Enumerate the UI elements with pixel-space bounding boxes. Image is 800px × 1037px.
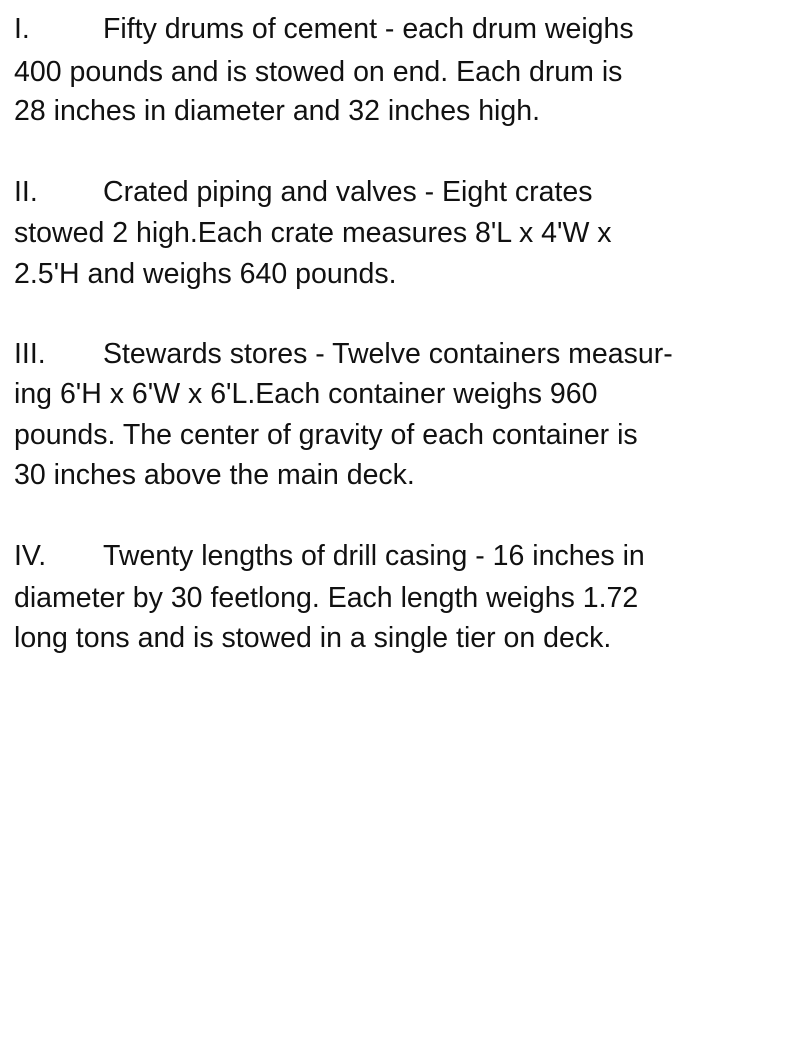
item-numeral: II. bbox=[14, 176, 38, 208]
item-line: stowed 2 high.Each crate measures 8'L x 4'W x bbox=[14, 217, 612, 249]
item-line: long tons and is stowed in a single tier on deck. bbox=[14, 622, 612, 654]
item-line: Crated piping and valves - Eight crates bbox=[103, 176, 593, 208]
item-numeral: IV. bbox=[14, 540, 47, 572]
item-line: pounds. The center of gravity of each container is bbox=[14, 419, 638, 451]
item-line: Twenty lengths of drill casing - 16 inches in bbox=[103, 540, 645, 572]
item-line: 30 inches above the main deck. bbox=[14, 459, 415, 491]
item-numeral: I. bbox=[14, 13, 30, 45]
item-line: 2.5'H and weighs 640 pounds. bbox=[14, 258, 397, 290]
item-line: ing 6'H x 6'W x 6'L.Each container weighs 960 bbox=[14, 378, 598, 410]
item-line: 28 inches in diameter and 32 inches high. bbox=[14, 95, 541, 127]
item-line: 400 pounds and is stowed on end. Each drum is bbox=[14, 56, 623, 88]
item-numeral: III. bbox=[14, 338, 46, 370]
item-line: Stewards stores - Twelve containers measur- bbox=[103, 338, 673, 370]
item-line: diameter by 30 feetlong. Each length weighs 1.72 bbox=[14, 582, 639, 614]
item-line: Fifty drums of cement - each drum weighs bbox=[103, 13, 634, 45]
